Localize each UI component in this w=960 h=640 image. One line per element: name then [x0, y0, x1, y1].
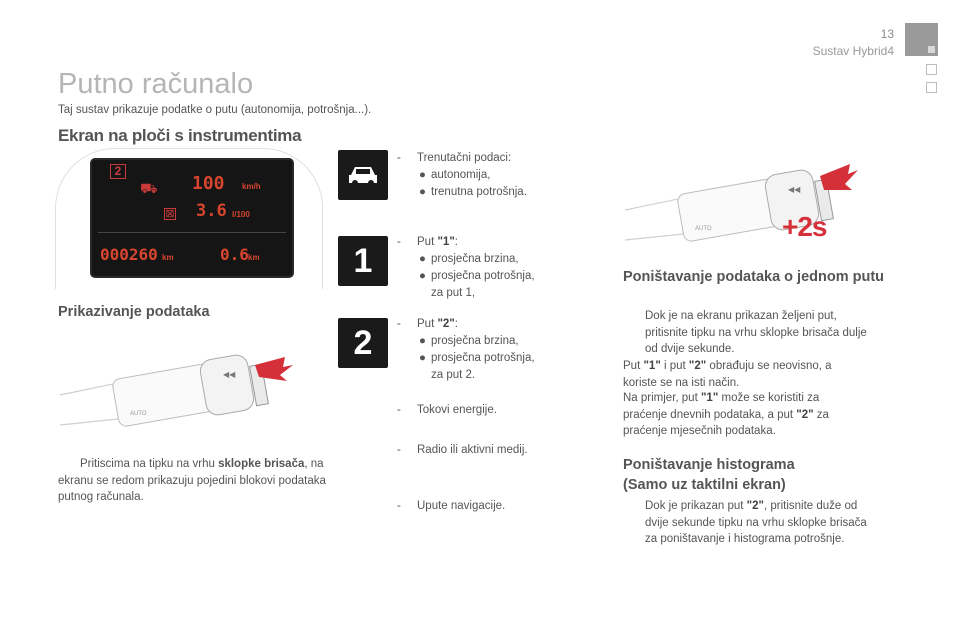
chapter-title: Sustav Hybrid4 [812, 44, 894, 58]
trip-value: 0.6 [220, 245, 249, 264]
speed-unit: km/h [242, 182, 261, 191]
reset-histogram-instruction: Dok je prikazan put "2", pritisnite duže od dvije sekunde tipku na vrhu sklopke brisača za poništavanje i histograma potrošnje. [623, 498, 868, 548]
list-item-trip-1: - Put "1": ● prosječna brzina, ● prosječna potrošnja, za put 1, [397, 236, 535, 299]
trip-2-icon: 2 [338, 318, 388, 368]
page-title: Putno računalo [58, 68, 254, 100]
instrument-panel-illustration [55, 148, 323, 290]
list-item-navigation: - Upute navigacije. [397, 500, 506, 512]
page-tab-outline-2 [926, 82, 937, 93]
svg-text:◀◀: ◀◀ [788, 185, 801, 194]
consumption-value: 3.6 [196, 201, 227, 221]
svg-text:◀◀: ◀◀ [223, 370, 236, 379]
reset-trip-paragraph-1: Put "1" i put "2" obrađuju se neovisno, a koriste se na isti način. [623, 360, 832, 389]
hold-2-seconds-badge: +2s [782, 211, 827, 242]
svg-text:AUTO: AUTO [695, 226, 712, 232]
reset-trip-instruction: Dok je na ekranu prikazan željeni put, pritisnite tipku na vrhu sklopke brisača dulje od dvije sekunde. [623, 308, 868, 358]
car-icon: ⛟ [140, 180, 158, 196]
list-item-radio: - Radio ili aktivni medij. [397, 444, 528, 456]
list-item-trip-2: - Put "2": ● prosječna brzina, ● prosječna potrošnja, za put 2. [397, 318, 535, 381]
odometer-value: 000260 [100, 245, 158, 264]
page-subtitle: Taj sustav prikazuje podatke o putu (autonomija, potrošnja...). [58, 104, 372, 116]
consumption-unit: l/100 [232, 210, 250, 219]
left-instruction: Pritiscima na tipku na vrhu sklopke brisača, na ekranu se redom prikazuju pojedini blokovi podataka putnog računala. [58, 458, 326, 503]
trip-1-icon: 1 [338, 236, 388, 286]
reset-trip-heading: Poništavanje podataka o jednom putu [623, 269, 885, 285]
reset-histogram-heading: Poništavanje histograma (Samo uz taktilni ekran) [623, 457, 795, 493]
speed-value: 100 [192, 173, 225, 194]
list-item-energy-flow: - Tokovi energije. [397, 404, 497, 416]
page-tab-marker [905, 23, 938, 56]
pump-icon: ⊠ [165, 208, 175, 220]
instrument-screen [90, 158, 294, 278]
bullet-arrow-icon [623, 498, 645, 548]
reset-trip-paragraph-2: Na primjer, put "1" može se koristiti za praćenje dnevnih podataka, a put "2" za praćenje mjesečnih podataka. [623, 392, 829, 437]
bullet-arrow-icon [623, 308, 645, 358]
page-number: 13 [880, 27, 894, 41]
gear-indicator: 2 [110, 164, 126, 179]
car-display-icon [338, 150, 388, 200]
list-item-instant-data: - Trenutačni podaci: ● autonomija, ● trenutna potrošnja. [397, 152, 527, 198]
wiper-stalk-illustration-left [55, 335, 295, 435]
odometer-unit: km [162, 253, 174, 262]
display-data-heading: Prikazivanje podataka [58, 304, 210, 320]
svg-text:AUTO: AUTO [130, 411, 147, 417]
trip-unit: km [248, 253, 260, 262]
page-tab-outline-1 [926, 64, 937, 75]
section-title: Ekran na ploči s instrumentima [58, 126, 302, 145]
